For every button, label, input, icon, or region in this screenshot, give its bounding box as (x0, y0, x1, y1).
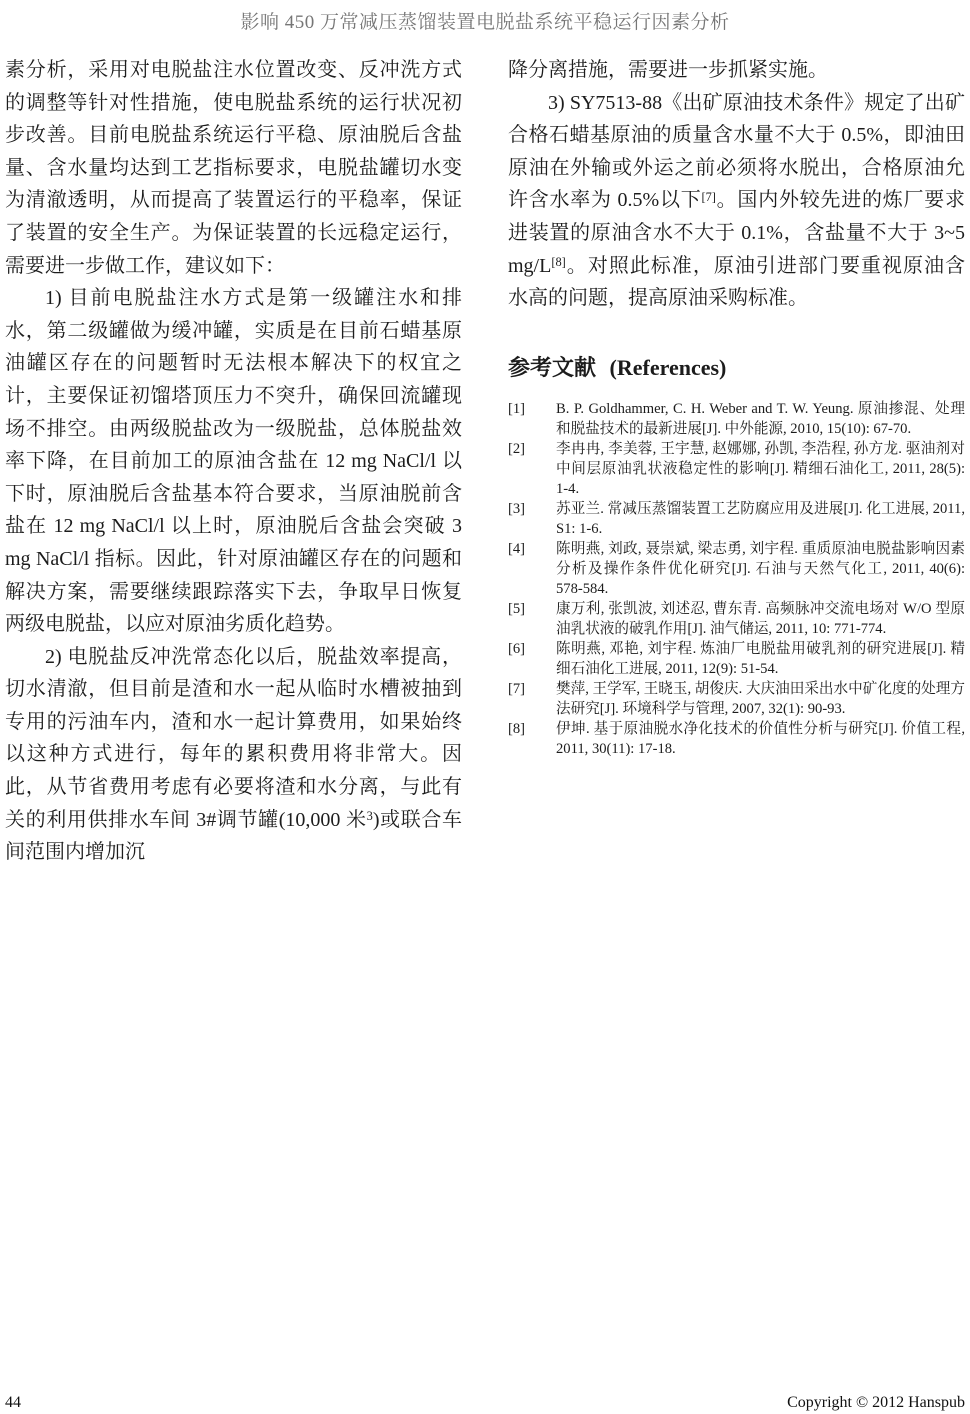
page-footer (5, 1394, 965, 1412)
paragraph-text: 。国内外较先进的炼厂要求进装置的原油含水不大于 0.1%，含盐量不大于 3~5 mg/L (508, 189, 965, 277)
reference-item (508, 499, 965, 539)
superscript-citation: [7] (701, 189, 716, 204)
reference-number: [8] (508, 720, 526, 737)
reference-text: 苏亚兰. 常减压蒸馏装置工艺防腐应用及进展[J]. 化工进展, 2011, S1: 1-6. (556, 500, 965, 537)
content-columns (5, 54, 965, 869)
reference-number: [6] (508, 640, 526, 657)
references-heading (508, 354, 965, 382)
reference-number: [4] (508, 540, 526, 557)
right-column (508, 54, 965, 869)
reference-item (508, 679, 965, 719)
paragraph-text: 1) 目前电脱盐注水方式是第一级罐注水和排水，第二级罐做为缓冲罐，实质是在目前石蜡基原油罐区存在的问题暂时无法根本解决下的权宜之计，主要保证初馏塔顶压力不突升，确保回流罐现场不排空。由两级脱盐改为一级脱盐，总体脱盐效率下降，在目前加工的原油含盐在 12 mg NaCl/l 以下时，原油脱后含盐基本符合要求，当原油脱前含盐在 12 mg NaCl/l 以上时，原油脱后含盐会突破 3 mg NaCl/l 指标。因此，针对原油罐区存在的问题和解决方案，需要继续跟踪落实下去，争取早日恢复两级电脱盐，以应对原油劣质化趋势。 (5, 287, 462, 636)
reference-item (508, 399, 965, 439)
reference-item (508, 639, 965, 679)
body-paragraph (508, 54, 965, 87)
superscript-citation: [8] (551, 254, 566, 269)
reference-number: [1] (508, 400, 526, 417)
reference-item (508, 719, 965, 759)
reference-text: 伊坤. 基于原油脱水净化技术的价值性分析与研究[J]. 价值工程, 2011, 30(11): 17-18. (556, 720, 965, 757)
superscript-citation: 3 (366, 809, 373, 824)
reference-item (508, 539, 965, 599)
page-header-title: 影响 450 万常减压蒸馏装置电脱盐系统平稳运行因素分析 (240, 12, 730, 33)
references-list (508, 399, 965, 759)
paragraph-text: 2) 电脱盐反冲洗常态化以后，脱盐效率提高，切水清澈，但目前是渣和水一起从临时水槽被抽到专用的污油车内，渣和水一起计算费用，如果始终以这种方式进行，每年的累积费用将非常大。因此，从节省费用考虑有必要将渣和水分离，与此有关的利用供排水车间 3#调节罐(10,000 米 (5, 645, 462, 831)
paragraph-text: 素分析，采用对电脱盐注水位置改变、反冲洗方式的调整等针对性措施，使电脱盐系统的运行状况初步改善。目前电脱盐系统运行平稳、原油脱后含盐量、含水量均达到工艺指标要求，电脱盐罐切水变为清澈透明，从而提高了装置运行的平稳率，保证了装置的安全生产。为保证装置的长远稳定运行，需要进一步做工作，建议如下： (5, 59, 462, 277)
reference-number: [7] (508, 680, 526, 697)
reference-item (508, 439, 965, 499)
reference-number: [2] (508, 440, 526, 457)
body-paragraph (5, 54, 462, 282)
left-column (5, 54, 462, 869)
references-heading-en: (References) (609, 354, 727, 380)
reference-text: 康万利, 张凯波, 刘述忍, 曹东青. 高频脉冲交流电场对 W/O 型原油乳状液的破乳作用[J]. 油气储运, 2011, 10: 771-774. (556, 600, 965, 637)
reference-text: 李冉冉, 李美蓉, 王宇慧, 赵娜娜, 孙凯, 李浩程, 孙方龙. 驱油剂对中间层原油乳状液稳定性的影响[J]. 精细石油化工, 2011, 28(5): 1-4. (556, 440, 965, 497)
body-paragraph (5, 282, 462, 641)
reference-text: 陈明燕, 刘政, 聂崇斌, 梁志勇, 刘宇程. 重质原油电脱盐影响因素分析及操作条件优化研究[J]. 石油与天然气化工, 2011, 40(6): 578-584. (556, 540, 965, 597)
right-column-paragraphs (508, 54, 965, 315)
reference-number: [3] (508, 500, 526, 517)
page-number: 44 (5, 1394, 21, 1411)
paragraph-text: 降分离措施，需要进一步抓紧实施。 (508, 59, 828, 81)
reference-item (508, 599, 965, 639)
reference-text: 樊萍, 王学军, 王晓玉, 胡俊庆. 大庆油田采出水中矿化度的处理方法研究[J]. 环境科学与管理, 2007, 32(1): 90-93. (556, 680, 965, 717)
body-paragraph (5, 641, 462, 869)
body-paragraph (508, 87, 965, 315)
paragraph-text: )或联合车间范围内增加沉 (5, 808, 462, 864)
copyright-notice: Copyright © 2012 Hanspub (787, 1394, 965, 1411)
reference-number: [5] (508, 600, 526, 617)
reference-text: 陈明燕, 邓艳, 刘宇程. 炼油厂电脱盐用破乳剂的研究进展[J]. 精细石油化工进展, 2011, 12(9): 51-54. (556, 640, 965, 677)
paragraph-text: 。对照此标准，原油引进部门要重视原油含水高的问题，提高原油采购标准。 (508, 254, 965, 310)
references-heading-zh: 参考文献 (508, 354, 597, 380)
paragraph-text: 3) SY7513-88《出矿原油技术条件》规定了出矿合格石蜡基原油的质量含水量不大于 0.5%，即油田原油在外输或外运之前必须将水脱出，合格原油允许含水率为 0.5%以下 (508, 91, 965, 212)
reference-text: B. P. Goldhammer, C. H. Weber and T. W. Yeung. 原油掺混、处理和脱盐技术的最新进展[J]. 中外能源, 2010, 15(10): 67-70. (556, 400, 965, 437)
